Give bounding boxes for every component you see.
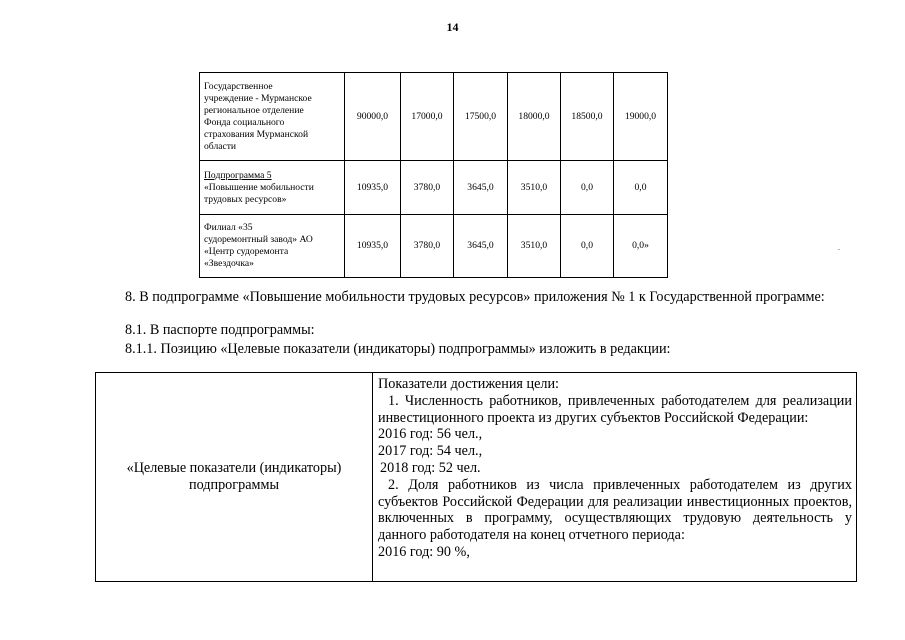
paragraph-8: 8. В подпрограмме «Повышение мобильности трудовых ресурсов» приложения № 1 к Государственной программе: (125, 289, 825, 305)
value-cell: 17500,0 (454, 73, 508, 161)
row-name-line: судоремонтный завод» АО (204, 234, 313, 245)
row-name-line: «Центр судоремонта (204, 246, 289, 257)
year-value: 2017 год: 54 чел., (378, 443, 483, 460)
value-cell: 3645,0 (454, 215, 508, 278)
indicators-heading: Показатели достижения цели: (378, 376, 559, 392)
table-row (200, 161, 668, 215)
row-name-cell (200, 73, 345, 161)
year-value: 2018 год: 52 чел. (380, 459, 481, 476)
row-name-line: Филиал «35 (204, 222, 253, 233)
value-cell: 3780,0 (401, 215, 454, 278)
value-cell: 0,0 (614, 161, 668, 215)
target-indicators-table (95, 372, 857, 582)
value-cell: 3510,0 (508, 161, 561, 215)
value-cell: 3645,0 (454, 161, 508, 215)
year-value: 2016 год: 56 чел., (378, 426, 483, 443)
stray-mark: . (838, 243, 840, 252)
row-name-line: «Повышение мобильности (204, 181, 314, 193)
table-row (200, 73, 668, 161)
value-cell: 90000,0 (345, 73, 401, 161)
row-name-line: области (204, 140, 237, 152)
row-name-line: Государственное (204, 80, 273, 92)
row-name-cell (200, 215, 345, 278)
year-value: 2016 год: 90 %, (378, 543, 470, 560)
value-cell: 3510,0 (508, 215, 561, 278)
value-cell: 0,0 (561, 215, 614, 278)
value-cell: 3780,0 (401, 161, 454, 215)
row-name-line: учреждение - Мурманское (204, 92, 312, 104)
table-row (200, 215, 668, 278)
paragraph-8-1-1: 8.1.1. Позицию «Целевые показатели (индикаторы) подпрограммы» изложить в редакции: (125, 341, 671, 357)
value-cell: 0,0 (561, 161, 614, 215)
value-cell: 17000,0 (401, 73, 454, 161)
value-cell: 10935,0 (345, 161, 401, 215)
indicator-content-cell (373, 373, 857, 582)
paragraph-8-1: 8.1. В паспорте подпрограммы: (125, 322, 315, 338)
value-cell: 10935,0 (345, 215, 401, 278)
row-name-line: «Звездочка» (204, 258, 254, 269)
value-cell: 18000,0 (508, 73, 561, 161)
row-name-line: Фонда социального (204, 116, 285, 128)
row-name-line: трудовых ресурсов» (204, 193, 287, 205)
page-number: 14 (446, 20, 459, 34)
financing-table (199, 72, 668, 278)
subprogram-title: Подпрограмма 5 (204, 169, 272, 181)
value-cell: 0,0» (614, 215, 668, 278)
row-name-line: региональное отделение (204, 104, 304, 116)
indicator-label-line: подпрограммы (189, 477, 279, 493)
indicator-item-1: 1. Численность работников, привлеченных работодателем для реализации инвестиционного проекта из других субъектов Российской Федерации: (378, 392, 852, 426)
value-cell: 18500,0 (561, 73, 614, 161)
table-row (96, 373, 857, 582)
row-name-cell (200, 161, 345, 215)
indicator-label-line: «Целевые показатели (индикаторы) (126, 460, 342, 477)
indicator-item-2: 2. Доля работников из числа привлеченных работодателем из других субъектов Российской Федерации для реализации инвестиционных проектов, включенных в программу, осуществляющих трудовую деятельность у данного работодателя на конец отчетного периода: (378, 476, 852, 544)
row-name-line: страхования Мурманской (204, 128, 309, 140)
value-cell: 19000,0 (614, 73, 668, 161)
indicator-label-cell (96, 373, 373, 582)
